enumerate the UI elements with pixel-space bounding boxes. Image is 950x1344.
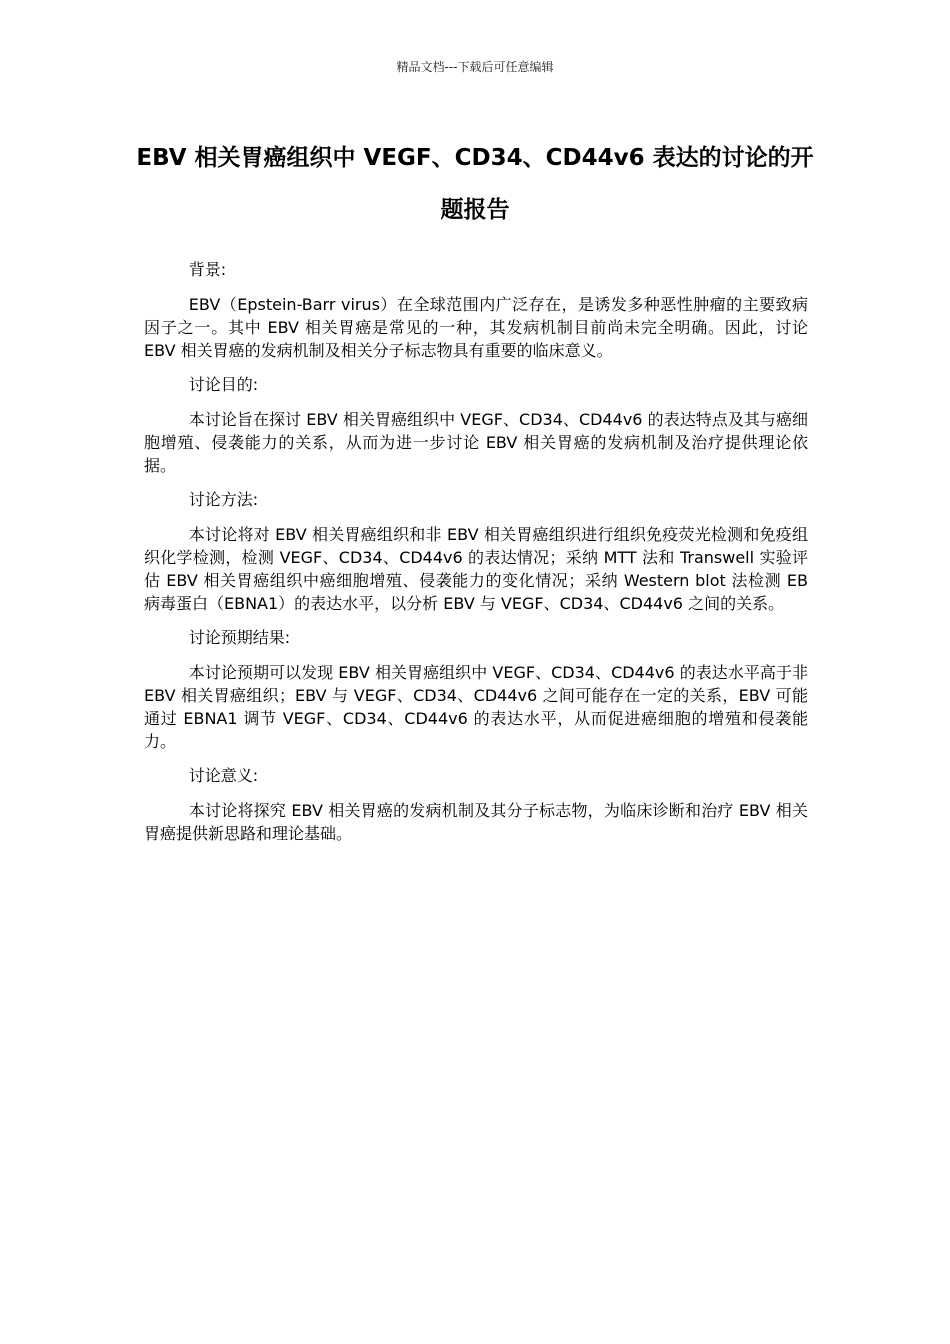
section-heading-background: 背景: (188, 260, 227, 279)
section-heading-purpose: 讨论目的: (188, 375, 259, 394)
section-heading-expected-results: 讨论预期结果: (188, 628, 291, 647)
header-note: 精品文档---下载后可任意编辑 (396, 60, 554, 74)
section-body-purpose: 本讨论旨在探讨 EBV 相关胃癌组织中 VEGF、CD34、CD44v6 的表达特点及其与癌细胞增殖、侵袭能力的关系，从而为进一步讨论 EBV 相关胃癌的发病机制及治疗提供理论依据。 (144, 410, 808, 475)
document-title: EBV 相关胃癌组织中 VEGF、CD34、CD44v6 表达的讨论的开题报告 (136, 145, 814, 223)
section-body-background: EBV（Epstein-Barr virus）在全球范围内广泛存在，是诱发多种恶性肿瘤的主要致病因子之一。其中 EBV 相关胃癌是常见的一种，其发病机制目前尚未完全明确。因此，讨论 EBV 相关胃癌的发病机制及相关分子标志物具有重要的临床意义。 (144, 295, 808, 360)
section-heading-significance: 讨论意义: (188, 766, 259, 785)
section-body-methods: 本讨论将对 EBV 相关胃癌组织和非 EBV 相关胃癌组织进行组织免疫荧光检测和免疫组织化学检测，检测 VEGF、CD34、CD44v6 的表达情况；采纳 MTT 法和 Transwell 实验评估 EBV 相关胃癌组织中癌细胞增殖、侵袭能力的变化情况；采纳 Western blot 法检测 EB 病毒蛋白（EBNA1）的表达水平，以分析 EBV 与 VEGF、CD34、CD44v6 之间的关系。 (144, 525, 808, 613)
section-body-significance: 本讨论将探究 EBV 相关胃癌的发病机制及其分子标志物，为临床诊断和治疗 EBV 相关胃癌提供新思路和理论基础。 (144, 801, 808, 843)
section-body-expected-results: 本讨论预期可以发现 EBV 相关胃癌组织中 VEGF、CD34、CD44v6 的表达水平高于非 EBV 相关胃癌组织；EBV 与 VEGF、CD34、CD44v6 之间可能存在一定的关系，EBV 可能通过 EBNA1 调节 VEGF、CD34、CD44v6 的表达水平，从而促进癌细胞的增殖和侵袭能力。 (144, 663, 808, 751)
document-content (144, 258, 808, 856)
section-heading-methods: 讨论方法: (188, 490, 259, 509)
